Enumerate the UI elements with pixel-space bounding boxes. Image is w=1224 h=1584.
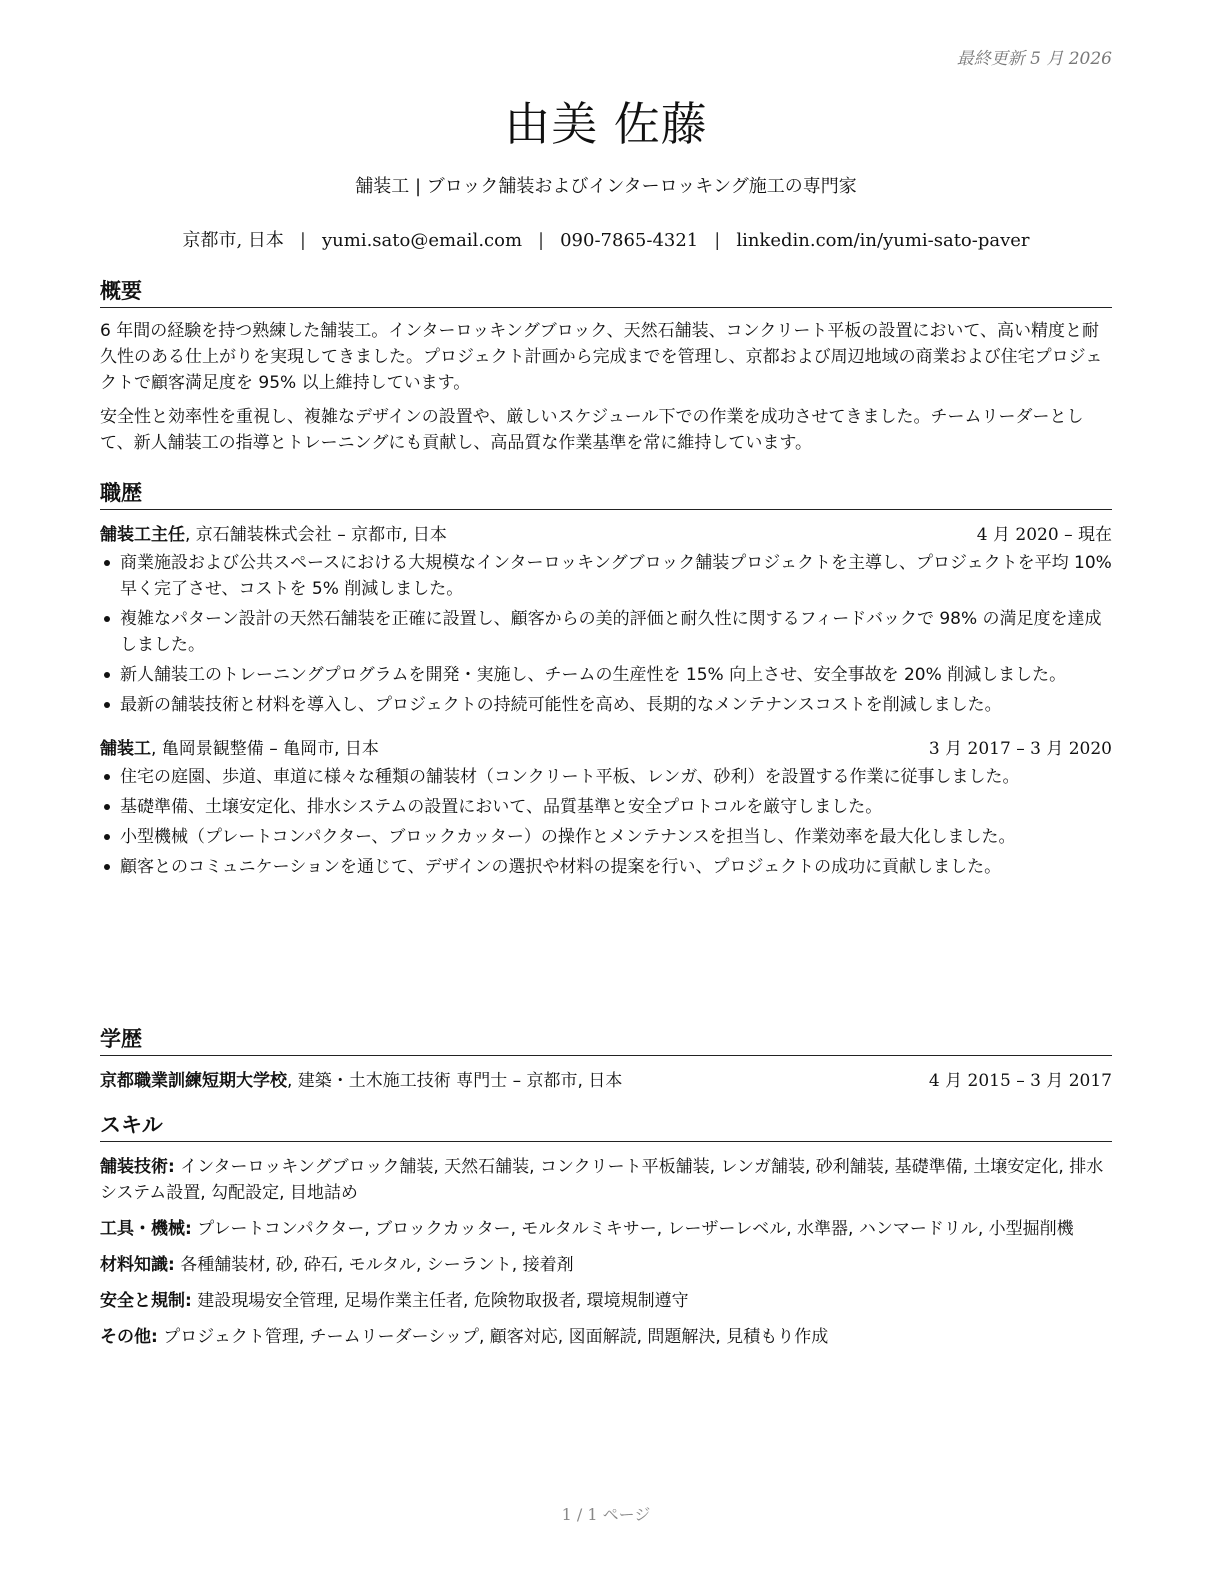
contact-separator: | — [538, 230, 545, 251]
summary-paragraph: 6 年間の経験を持つ熟練した舗装工。インターロッキングブロック、天然石舗装、コンクリート平板の設置において、高い精度と耐久性のある仕上がりを実現してきました。プロジェクト計画から完成までを管理し、京都および周辺地域の商業および住宅プロジェクトで顧客満足度を 95% 以上維持しています。 — [100, 321, 1103, 393]
skill-label: 安全と規制: — [100, 1291, 192, 1311]
section-title-summary: 概要 — [100, 278, 1112, 308]
skill-text: 建設現場安全管理, 足場作業主任者, 危険物取扱者, 環境規制遵守 — [191, 1291, 689, 1311]
school-name: 京都職業訓練短期大学校 — [100, 1071, 287, 1091]
skill-label: 材料知識: — [100, 1255, 175, 1275]
page-number: 1 / 1 ページ — [561, 1505, 651, 1524]
job-role: 舗装工主任 — [100, 525, 185, 545]
list-item: 最新の舗装技術と材料を導入し、プロジェクトの持続可能性を高め、長期的なメンテナンスコストを削減しました。 — [100, 692, 1112, 718]
degree-detail: , 建築・土木施工技術 専門士 – 京都市, 日本 — [287, 1071, 623, 1091]
list-item: 小型機械（プレートコンパクター、ブロックカッター）の操作とメンテナンスを担当し、作業効率を最大化しました。 — [100, 824, 1112, 850]
job-bullets — [100, 550, 1112, 718]
list-item: 新人舗装工のトレーニングプログラムを開発・実施し、チームの生産性を 15% 向上させ、安全事故を 20% 削減しました。 — [100, 662, 1112, 688]
experience-section — [100, 480, 1112, 884]
skill-label: その他: — [100, 1327, 158, 1347]
section-title-education: 学歴 — [100, 1026, 1112, 1056]
skill-row — [100, 1252, 1112, 1278]
job-org: , 京石舗装株式会社 – 京都市, 日本 — [185, 525, 447, 545]
person-name: 由美 佐藤 — [504, 97, 708, 151]
skill-row — [100, 1154, 1112, 1206]
contact-separator: | — [714, 230, 721, 251]
education-dates: 4 月 2015 – 3 月 2017 — [928, 1071, 1112, 1091]
skill-text: プロジェクト管理, チームリーダーシップ, 顧客対応, 図面解読, 問題解決, 見積もり作成 — [157, 1327, 829, 1347]
job-dates: 4 月 2020 – 現在 — [976, 525, 1112, 545]
contact-linkedin[interactable]: linkedin.com/in/yumi-sato-paver — [736, 230, 1030, 251]
skill-row — [100, 1216, 1112, 1242]
contact-email[interactable]: yumi.sato@email.com — [322, 230, 523, 251]
section-title-skills: スキル — [100, 1112, 1112, 1142]
job-bullets — [100, 764, 1112, 880]
list-item: 複雑なパターン設計の天然石舗装を正確に設置し、顧客からの美的評価と耐久性に関するフィードバックで 98% の満足度を達成しました。 — [100, 606, 1112, 658]
skill-text: 各種舗装材, 砂, 砕石, モルタル, シーラント, 接着剤 — [174, 1255, 574, 1275]
last-updated: 最終更新 5 月 2026 — [956, 49, 1112, 69]
section-title-experience: 職歴 — [100, 480, 1112, 510]
education-entry — [100, 1068, 1112, 1094]
skill-text: プレートコンパクター, ブロックカッター, モルタルミキサー, レーザーレベル, 水準器, ハンマードリル, 小型掘削機 — [191, 1219, 1074, 1239]
contact-phone[interactable]: 090-7865-4321 — [560, 230, 699, 251]
job-org: , 亀岡景観整備 – 亀岡市, 日本 — [151, 739, 379, 759]
tagline: 舗装工 | ブロック舗装およびインターロッキング施工の専門家 — [355, 176, 857, 197]
skill-label: 工具・機械: — [100, 1219, 192, 1239]
job-header — [100, 736, 1112, 762]
job-role: 舗装工 — [100, 739, 151, 759]
summary-paragraph: 安全性と効率性を重視し、複雑なデザインの設置や、厳しいスケジュール下での作業を成功させてきました。チームリーダーとして、新人舗装工の指導とトレーニングにも貢献し、高品質な作業基準を常に維持しています。 — [100, 407, 1084, 453]
job-header — [100, 522, 1112, 548]
skill-label: 舗装技術: — [100, 1157, 175, 1177]
contact-location: 京都市, 日本 — [182, 230, 284, 251]
resume-page — [100, 0, 1112, 1584]
skill-text: インターロッキングブロック舗装, 天然石舗装, コンクリート平板舗装, レンガ舗装, 砂利舗装, 基礎準備, 土壌安定化, 排水システム設置, 勾配設定, 目地詰め — [100, 1157, 1104, 1203]
list-item: 基礎準備、土壌安定化、排水システムの設置において、品質基準と安全プロトコルを厳守しました。 — [100, 794, 1112, 820]
summary-section — [100, 278, 1112, 456]
contact-line — [100, 226, 1112, 252]
list-item: 住宅の庭園、歩道、車道に様々な種類の舗装材（コンクリート平板、レンガ、砂利）を設置する作業に従事しました。 — [100, 764, 1112, 790]
education-section — [100, 1026, 1112, 1094]
list-item: 商業施設および公共スペースにおける大規模なインターロッキングブロック舗装プロジェクトを主導し、プロジェクトを平均 10% 早く完了させ、コストを 5% 削減しました。 — [100, 550, 1112, 602]
job-dates: 3 月 2017 – 3 月 2020 — [928, 739, 1112, 759]
job-entry — [100, 736, 1112, 880]
contact-separator: | — [299, 230, 306, 251]
job-entry — [100, 522, 1112, 718]
skill-row — [100, 1288, 1112, 1314]
skills-section — [100, 1112, 1112, 1360]
skill-row — [100, 1324, 1112, 1350]
list-item: 顧客とのコミュニケーションを通じて、デザインの選択や材料の提案を行い、プロジェクトの成功に貢献しました。 — [100, 854, 1112, 880]
